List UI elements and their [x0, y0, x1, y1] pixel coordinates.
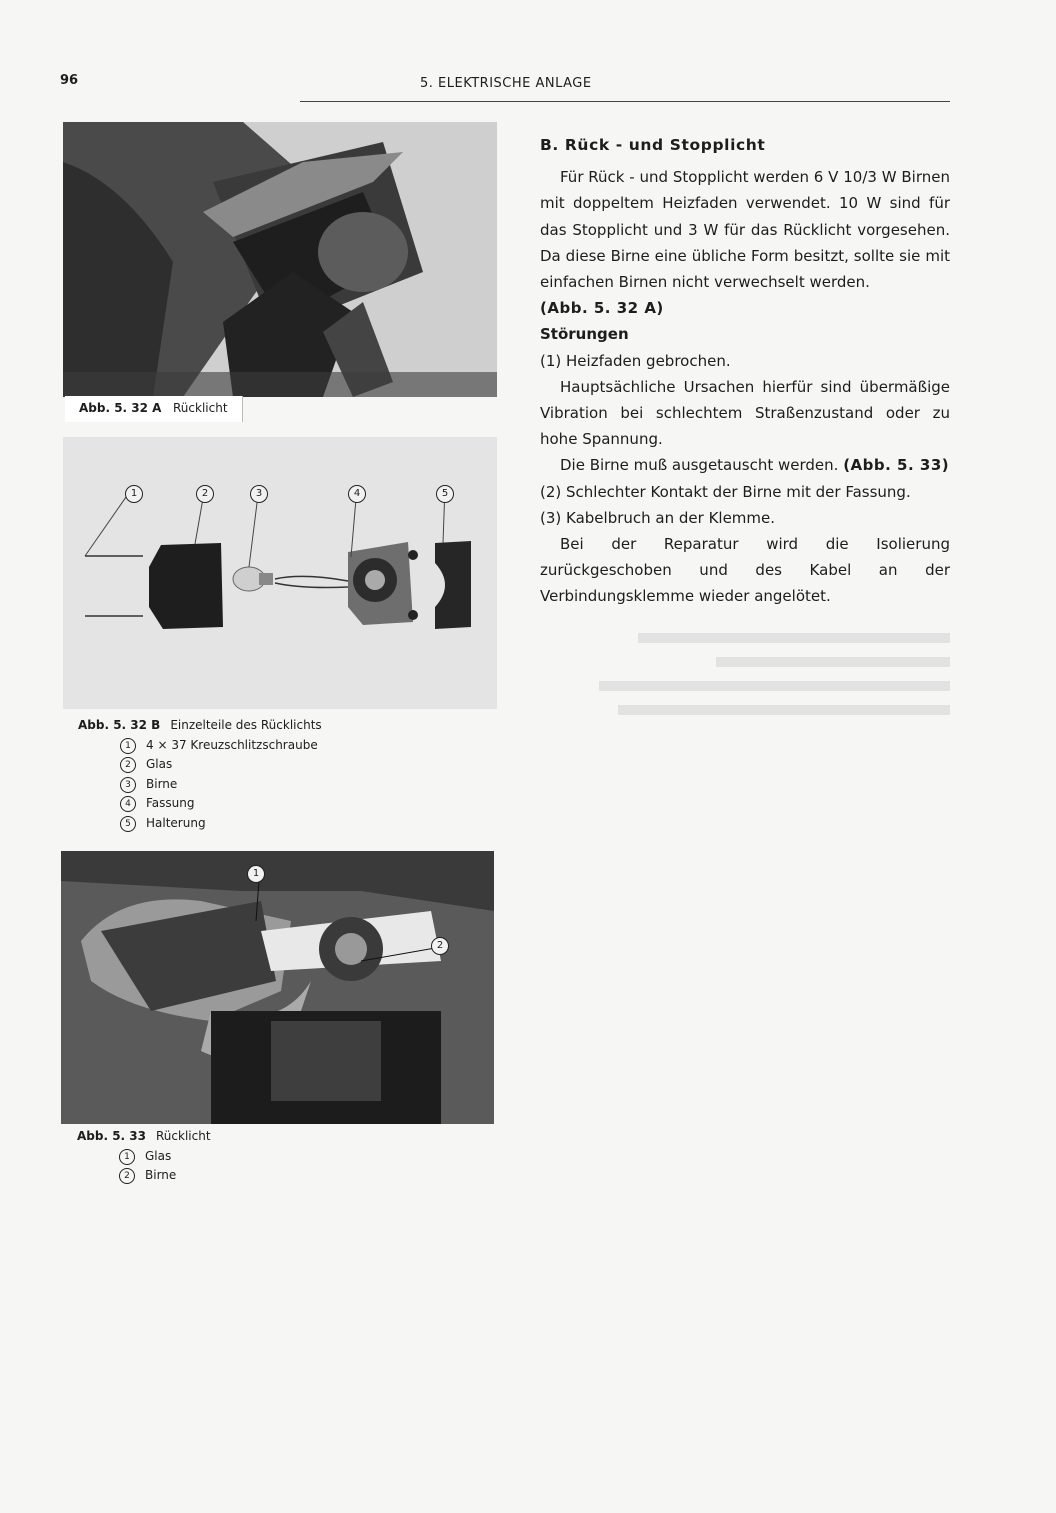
callout-2: 2 — [196, 485, 214, 503]
figure-label: Abb. 5. 33 — [77, 1129, 146, 1143]
callout-5: 5 — [436, 485, 454, 503]
figure-caption — [77, 1127, 377, 1186]
legend-item: 2 Birne — [77, 1166, 377, 1186]
list-item: (1) Heizfaden gebrochen. — [540, 351, 731, 370]
page-number: 96 — [60, 73, 79, 88]
list-item: (2) Schlechter Kontakt der Birne mit der Fassung. — [540, 482, 911, 501]
header-divider — [300, 101, 950, 102]
taillight-photo — [63, 122, 497, 397]
paragraph: Bei der Reparatur wird die Isolierung zurückgeschoben und des Kabel an der Verbindungsklemme wieder angelötet. — [540, 535, 950, 606]
figure-caption — [65, 396, 243, 422]
figure-title: Einzelteile des Rücklichts — [170, 718, 322, 732]
callout-1: 1 — [247, 865, 265, 883]
figure-reference: (Abb. 5. 32 A) — [540, 299, 664, 318]
legend-item: 5 Halterung — [78, 814, 458, 834]
subsection-heading: Störungen — [540, 325, 629, 344]
legend-item: 4 Fassung — [78, 794, 458, 814]
paragraph: Für Rück - und Stopplicht werden 6 V 10/3 W Birnen mit doppeltem Heizfaden verwendet. 10 W sind für das Stopplicht und 3 W für das Rücklicht vorgesehen. Da diese Birne eine übliche Form besitzt, sollte sie mit einfachen Birnen nicht verwechselt werden. — [540, 168, 950, 292]
callout-2: 2 — [431, 937, 449, 955]
paragraph: Hauptsächliche Ursachen hierfür sind übermäßige Vibration bei schlechtem Straßenzustand oder zu hohe Spannung. — [540, 377, 950, 449]
legend-item: 1 4 × 37 Kreuzschlitzschraube — [78, 736, 458, 756]
taillight-removal-photo — [61, 851, 494, 1124]
legend-item: 2 Glas — [78, 755, 458, 775]
paragraph: Die Birne muß ausgetauscht werden. (Abb. 5. 33) — [560, 456, 950, 475]
figure-title: Rücklicht — [173, 401, 228, 415]
section-heading: B. Rück - und Stopplicht — [540, 136, 766, 154]
chapter-title: 5. ELEKTRISCHE ANLAGE — [420, 76, 592, 91]
bleed-through-text — [560, 625, 950, 755]
callout-1: 1 — [125, 485, 143, 503]
legend-item: 3 Birne — [78, 775, 458, 795]
figure-caption — [78, 716, 458, 833]
taillight-parts-photo — [63, 437, 497, 709]
figure-reference: (Abb. 5. 33) — [843, 456, 950, 475]
callout-4: 4 — [348, 485, 366, 503]
main-text — [540, 132, 950, 610]
figure-label: Abb. 5. 32 B — [78, 718, 161, 732]
legend-item: 1 Glas — [77, 1147, 377, 1167]
figure-title: Rücklicht — [156, 1129, 211, 1143]
figure-label: Abb. 5. 32 A — [79, 401, 162, 415]
list-item: (3) Kabelbruch an der Klemme. — [540, 508, 776, 527]
callout-3: 3 — [250, 485, 268, 503]
